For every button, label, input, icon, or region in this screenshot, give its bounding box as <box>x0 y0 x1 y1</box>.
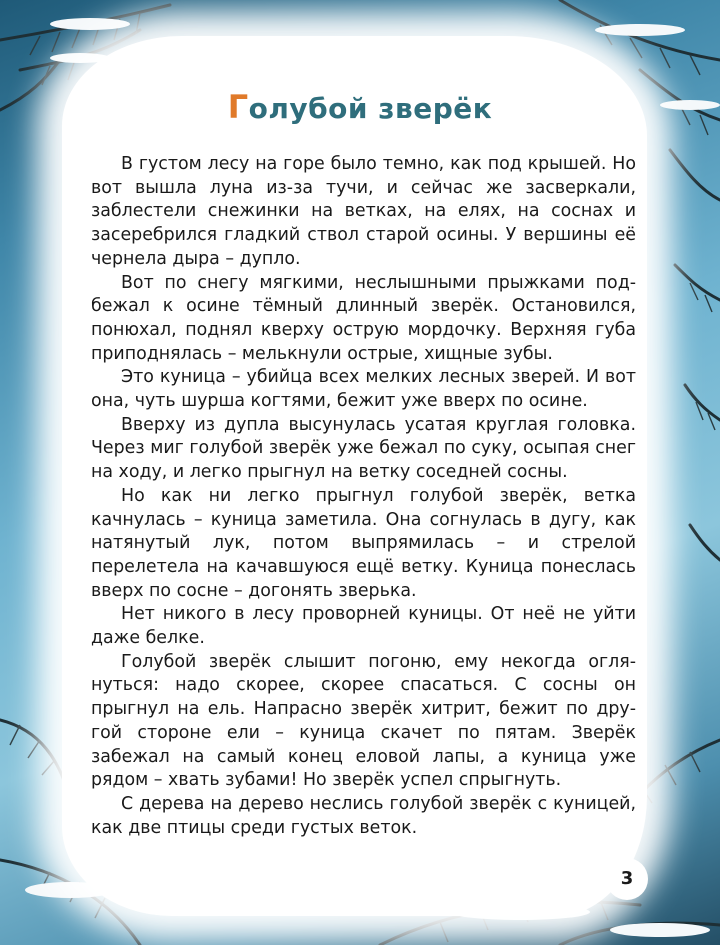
paragraph: Голубой зверёк слышит погоню, ему некогда оглянуться: надо скорее, скорее спасаться. С сосны он прыгнул на ель. Напрасно зверёк хитрит, бежит по другой стороне ели – куница скачет по пятам. Зверёк забежал на самый конец еловой лапы, а куница уже рядом – хвать зубами! Но зверёк успел спрыгнуть. <box>91 651 636 791</box>
paragraph: Вверху из дупла высунулась усатая круглая головка. Через миг голубой зверёк уже бежал по суку, осыпая снег на ходу, и легко прыгнул на ветку соседней сосны. <box>91 414 636 483</box>
paragraph: В густом лесу на горе было темно, как под крышей. Но вот вышла луна из-за тучи, и сейчас же засверкали, заблестели снежинки на ветках, на елях, на соснах и засеребрился гладкий ствол старой осины. У вершины её чернела дыра – дупло. <box>91 154 636 269</box>
paragraph: Но как ни легко прыгнул голубой зверёк, ветка качнулась – куница заметила. Она согнулась в дугу, как натянутый лук, потом выпрямилась – и стрелой перелетела на качавшуюся ещё ветку. Куница понеслась вверх по сосне – догонять зверька. <box>91 485 636 601</box>
paragraph: Нет никого в лесу проворней куницы. От неё не уйти даже белке. <box>91 604 636 649</box>
paragraph: С дерева на дерево неслись голубой зверёк с куницей, как две птицы среди густых веток. <box>91 793 636 838</box>
story-title <box>0 88 720 126</box>
title-rest: олубой зверёк <box>248 92 493 125</box>
page-number: 3 <box>606 858 648 900</box>
story-text <box>91 153 636 840</box>
paragraph: Это куница – убийца всех мелких лесных зверей. И вот она, чуть шурша когтями, бежит уже вверх по осине. <box>91 367 636 412</box>
snowy-branch-right <box>675 265 720 560</box>
title-first-letter: Г <box>227 88 249 126</box>
paragraph: Вот по снегу мягкими, неслышными прыжками подбежал к осине тёмный длинный зверёк. Остановился, понюхал, поднял кверху острую мордочку. Верхняя губа приподнялась – мелькнули острые, хищные зубы. <box>91 272 636 364</box>
